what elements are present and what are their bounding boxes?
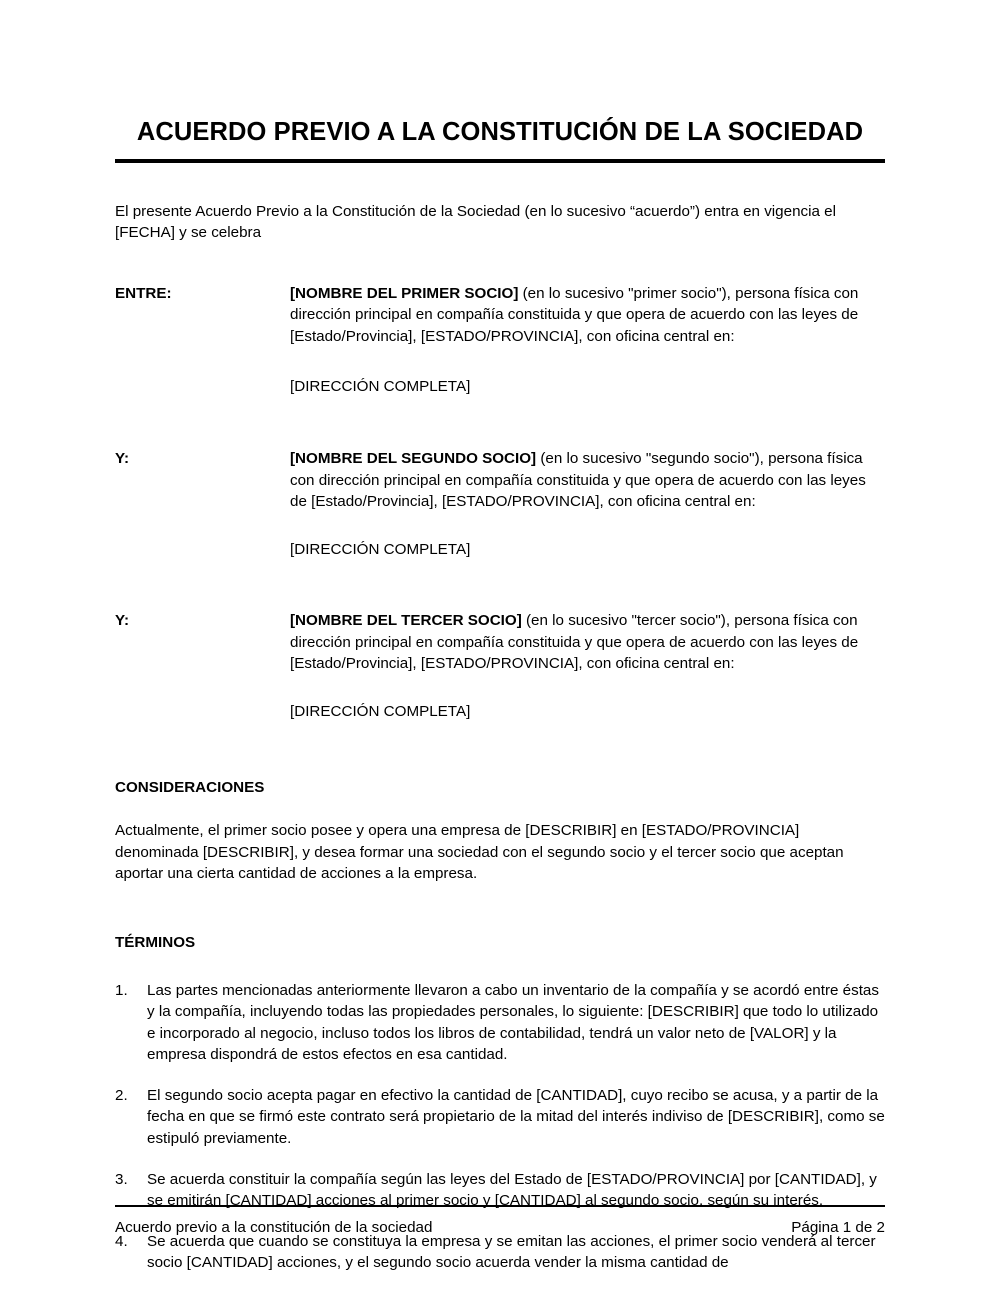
- party-body: [290, 448, 885, 560]
- party-description: (en lo sucesivo "segundo socio"), persona física con dirección principal en compañía constituida y que opera de acuerdo con las leyes de [Estado/Provincia], [ESTADO/PROVINCIA], con oficina central en:: [290, 450, 866, 511]
- party-body: [290, 283, 885, 398]
- party-name: [NOMBRE DEL SEGUNDO SOCIO]: [290, 450, 537, 468]
- party-label-y-third: Y:: [115, 612, 130, 630]
- party-address: [DIRECCIÓN COMPLETA]: [290, 540, 471, 558]
- consideraciones-paragraph: Actualmente, el primer socio posee y opera una empresa de [DESCRIBIR] en [ESTADO/PROVINCIA] denominada [DESCRIBIR], y desea formar una sociedad con el segundo socio y el tercer socio que aceptan aportar una cierta cantidad de acciones a la empresa.: [115, 822, 844, 883]
- party-address: [DIRECCIÓN COMPLETA]: [290, 378, 471, 396]
- footer-document-name: Acuerdo previo a la constitución de la sociedad: [115, 1219, 433, 1236]
- party-row: [115, 448, 885, 560]
- title-block: [115, 0, 885, 163]
- list-item-text: Se acuerda que cuando se constituya la empresa y se emitan las acciones, el primer socio venderá al tercer socio [CANTIDAD] acciones, y el segundo socio acuerda vender la misma cantidad de: [147, 1232, 876, 1272]
- list-item-number: 4.: [115, 1232, 128, 1250]
- title-divider: [115, 159, 885, 163]
- party-name: [NOMBRE DEL TERCER SOCIO]: [290, 612, 522, 630]
- party-row: [115, 610, 885, 722]
- list-item-text: Se acuerda constituir la compañía según las leyes del Estado de [ESTADO/PROVINCIA] por [CANTIDAD], y se emitirán [CANTIDAD] acciones al primer socio y [CANTIDAD] al segundo socio, según su interés.: [147, 1170, 877, 1210]
- list-item-number: 2.: [115, 1086, 128, 1104]
- party-label-y-second: Y:: [115, 450, 130, 468]
- list-item: [115, 1085, 885, 1150]
- party-address: [DIRECCIÓN COMPLETA]: [290, 703, 471, 721]
- party-row: [115, 283, 885, 398]
- party-description: (en lo sucesivo "primer socio"), persona física con dirección principal en compañía constituida y que opera de acuerdo con las leyes de [Estado/Provincia], [ESTADO/PROVINCIA], con oficina central en:: [290, 284, 859, 345]
- page-footer: [115, 1205, 885, 1238]
- party-lead: [290, 448, 885, 513]
- intro-paragraph: El presente Acuerdo Previo a la Constitución de la Sociedad (en lo sucesivo “acuerdo”) entra en vigencia el [FECHA] y se celebra: [115, 202, 836, 242]
- party-lead: [290, 283, 885, 348]
- party-lead: [290, 610, 885, 675]
- list-item-text: El segundo socio acepta pagar en efectivo la cantidad de [CANTIDAD], cuyo recibo se acusa, y a partir de la fecha en que se firmó este contrato será propietario de la mitad del interés indiviso de [DESCRIBIR], como se estipuló previamente.: [147, 1086, 885, 1147]
- list-item-number: 1.: [115, 981, 128, 999]
- party-description: (en lo sucesivo "tercer socio"), persona física con dirección principal en compañía constituida y que opera de acuerdo con las leyes de [Estado/Provincia], [ESTADO/PROVINCIA], con oficina central en:: [290, 612, 859, 673]
- list-item-text: Las partes mencionadas anteriormente llevaron a cabo un inventario de la compañía y se acordó entre éstas y la compañía, incluyendo todas las propiedades personales, lo siguiente: [DESCRIBIR] que todo lo utilizado e incorporado al negocio, incluso todos los libros de contabilidad, tendrá un valor neto de [VALOR] y la empresa dispondrá de estos efectos en esa cantidad.: [147, 981, 879, 1064]
- document-body: [115, 0, 885, 1274]
- footer-row: [115, 1218, 885, 1238]
- footer-page-number: Página 1 de 2: [791, 1219, 885, 1236]
- section-heading-terminos: TÉRMINOS: [115, 933, 196, 951]
- party-body: [290, 610, 885, 722]
- section-heading-consideraciones: CONSIDERACIONES: [115, 778, 265, 796]
- list-item-number: 3.: [115, 1170, 128, 1188]
- footer-divider: [115, 1205, 885, 1207]
- page-title: ACUERDO PREVIO A LA CONSTITUCIÓN DE LA SOCIEDAD: [136, 118, 864, 146]
- party-label-entre: ENTRE:: [115, 284, 172, 302]
- party-name: [NOMBRE DEL PRIMER SOCIO]: [290, 284, 519, 302]
- list-item: [115, 980, 885, 1066]
